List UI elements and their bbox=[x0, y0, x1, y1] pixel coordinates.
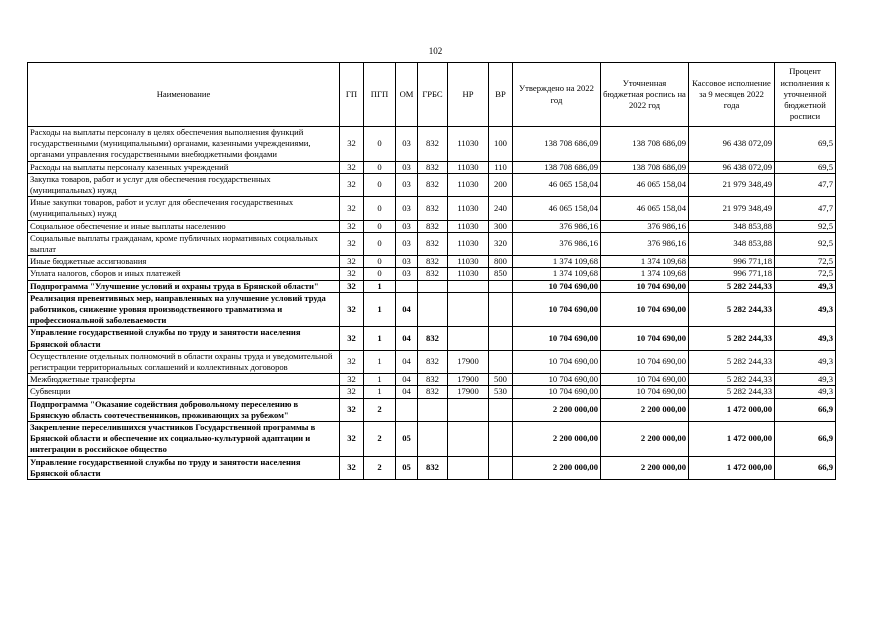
row-cash: 1 472 000,00 bbox=[689, 398, 775, 421]
row-percent: 72,5 bbox=[775, 268, 836, 280]
row-percent: 49,3 bbox=[775, 374, 836, 386]
row-grbs: 832 bbox=[418, 456, 448, 479]
row-percent: 69,5 bbox=[775, 127, 836, 162]
row-percent: 47,7 bbox=[775, 173, 836, 196]
row-nr: 17900 bbox=[448, 386, 489, 398]
table-row bbox=[28, 127, 836, 162]
row-refined: 2 200 000,00 bbox=[601, 456, 689, 479]
table-row bbox=[28, 386, 836, 398]
table-row bbox=[28, 256, 836, 268]
row-approved: 376 986,16 bbox=[513, 220, 601, 232]
table-row bbox=[28, 220, 836, 232]
row-approved: 10 704 690,00 bbox=[513, 292, 601, 327]
row-gp: 32 bbox=[340, 374, 364, 386]
row-pgp: 0 bbox=[364, 256, 396, 268]
row-vr bbox=[489, 327, 513, 350]
row-nr: 11030 bbox=[448, 173, 489, 196]
row-vr bbox=[489, 292, 513, 327]
row-refined: 2 200 000,00 bbox=[601, 422, 689, 457]
row-refined: 1 374 109,68 bbox=[601, 256, 689, 268]
row-gp: 32 bbox=[340, 197, 364, 220]
row-nr bbox=[448, 280, 489, 292]
row-cash: 996 771,18 bbox=[689, 256, 775, 268]
row-grbs bbox=[418, 280, 448, 292]
row-nr: 11030 bbox=[448, 220, 489, 232]
row-approved: 2 200 000,00 bbox=[513, 456, 601, 479]
row-pgp: 0 bbox=[364, 220, 396, 232]
row-vr: 110 bbox=[489, 161, 513, 173]
row-vr bbox=[489, 350, 513, 373]
row-name: Иные закупки товаров, работ и услуг для обеспечения государственных (муниципальных) нужд bbox=[28, 197, 340, 220]
row-gp: 32 bbox=[340, 280, 364, 292]
column-header: Уточненная бюджетная роспись на 2022 год bbox=[601, 63, 689, 127]
row-approved: 1 374 109,68 bbox=[513, 268, 601, 280]
row-om: 03 bbox=[396, 161, 418, 173]
table-body bbox=[28, 127, 836, 480]
row-refined: 10 704 690,00 bbox=[601, 350, 689, 373]
row-pgp: 1 bbox=[364, 280, 396, 292]
row-gp: 32 bbox=[340, 386, 364, 398]
row-grbs: 832 bbox=[418, 127, 448, 162]
row-refined: 376 986,16 bbox=[601, 232, 689, 255]
row-name: Управление государственной службы по труду и занятости населения Брянской области bbox=[28, 456, 340, 479]
row-name: Межбюджетные трансферты bbox=[28, 374, 340, 386]
row-name: Осуществление отдельных полномочий в области охраны труда и уведомительной регистрации территориальных соглашений и коллективных договоров bbox=[28, 350, 340, 373]
row-vr bbox=[489, 398, 513, 421]
row-om: 03 bbox=[396, 268, 418, 280]
row-refined: 46 065 158,04 bbox=[601, 197, 689, 220]
column-header: ВР bbox=[489, 63, 513, 127]
row-om: 04 bbox=[396, 292, 418, 327]
row-nr: 11030 bbox=[448, 127, 489, 162]
column-header: Наименование bbox=[28, 63, 340, 127]
row-percent: 69,5 bbox=[775, 161, 836, 173]
table-row bbox=[28, 422, 836, 457]
row-percent: 92,5 bbox=[775, 232, 836, 255]
table-row bbox=[28, 350, 836, 373]
row-grbs: 832 bbox=[418, 220, 448, 232]
table-row bbox=[28, 161, 836, 173]
row-percent: 47,7 bbox=[775, 197, 836, 220]
row-nr bbox=[448, 398, 489, 421]
row-om: 05 bbox=[396, 422, 418, 457]
table-row bbox=[28, 292, 836, 327]
row-cash: 21 979 348,49 bbox=[689, 173, 775, 196]
row-approved: 2 200 000,00 bbox=[513, 398, 601, 421]
row-nr: 17900 bbox=[448, 374, 489, 386]
table-row bbox=[28, 456, 836, 479]
table-row bbox=[28, 280, 836, 292]
row-cash: 1 472 000,00 bbox=[689, 456, 775, 479]
row-om: 04 bbox=[396, 327, 418, 350]
row-cash: 5 282 244,33 bbox=[689, 327, 775, 350]
row-pgp: 0 bbox=[364, 173, 396, 196]
row-pgp: 2 bbox=[364, 422, 396, 457]
row-cash: 348 853,88 bbox=[689, 232, 775, 255]
column-header: ГП bbox=[340, 63, 364, 127]
row-grbs: 832 bbox=[418, 350, 448, 373]
column-header: Утверждено на 2022 год bbox=[513, 63, 601, 127]
row-grbs: 832 bbox=[418, 197, 448, 220]
row-nr bbox=[448, 327, 489, 350]
row-pgp: 0 bbox=[364, 232, 396, 255]
row-grbs bbox=[418, 422, 448, 457]
row-approved: 2 200 000,00 bbox=[513, 422, 601, 457]
table-row bbox=[28, 173, 836, 196]
row-cash: 5 282 244,33 bbox=[689, 386, 775, 398]
row-pgp: 1 bbox=[364, 327, 396, 350]
row-refined: 10 704 690,00 bbox=[601, 386, 689, 398]
row-grbs: 832 bbox=[418, 161, 448, 173]
row-grbs bbox=[418, 398, 448, 421]
row-name: Управление государственной службы по труду и занятости населения Брянской области bbox=[28, 327, 340, 350]
row-om bbox=[396, 398, 418, 421]
row-om: 05 bbox=[396, 456, 418, 479]
row-percent: 72,5 bbox=[775, 256, 836, 268]
row-name: Субвенции bbox=[28, 386, 340, 398]
column-header: Процент исполнения к уточненной бюджетной росписи bbox=[775, 63, 836, 127]
row-vr: 320 bbox=[489, 232, 513, 255]
row-gp: 32 bbox=[340, 292, 364, 327]
row-approved: 10 704 690,00 bbox=[513, 327, 601, 350]
column-header: ГРБС bbox=[418, 63, 448, 127]
row-om: 03 bbox=[396, 127, 418, 162]
row-approved: 10 704 690,00 bbox=[513, 374, 601, 386]
row-om: 03 bbox=[396, 173, 418, 196]
row-gp: 32 bbox=[340, 232, 364, 255]
table-row bbox=[28, 374, 836, 386]
column-header: ПГП bbox=[364, 63, 396, 127]
row-approved: 10 704 690,00 bbox=[513, 350, 601, 373]
row-gp: 32 bbox=[340, 220, 364, 232]
row-nr bbox=[448, 422, 489, 457]
row-name: Социальное обеспечение и иные выплаты населению bbox=[28, 220, 340, 232]
row-name: Закупка товаров, работ и услуг для обеспечения государственных (муниципальных) нужд bbox=[28, 173, 340, 196]
row-om bbox=[396, 280, 418, 292]
row-vr: 800 bbox=[489, 256, 513, 268]
row-cash: 5 282 244,33 bbox=[689, 374, 775, 386]
row-pgp: 2 bbox=[364, 456, 396, 479]
table-row bbox=[28, 398, 836, 421]
row-gp: 32 bbox=[340, 256, 364, 268]
row-approved: 46 065 158,04 bbox=[513, 197, 601, 220]
row-approved: 10 704 690,00 bbox=[513, 280, 601, 292]
row-vr bbox=[489, 456, 513, 479]
row-approved: 10 704 690,00 bbox=[513, 386, 601, 398]
row-grbs: 832 bbox=[418, 232, 448, 255]
row-name: Реализация превентивных мер, направленных на улучшение условий труда работников, снижение уровня производственного травматизма и профессиональной заболеваемости bbox=[28, 292, 340, 327]
row-name: Иные бюджетные ассигнования bbox=[28, 256, 340, 268]
row-refined: 376 986,16 bbox=[601, 220, 689, 232]
table-row bbox=[28, 232, 836, 255]
row-cash: 348 853,88 bbox=[689, 220, 775, 232]
row-gp: 32 bbox=[340, 422, 364, 457]
row-pgp: 1 bbox=[364, 374, 396, 386]
row-om: 03 bbox=[396, 197, 418, 220]
row-grbs: 832 bbox=[418, 256, 448, 268]
row-pgp: 1 bbox=[364, 350, 396, 373]
row-gp: 32 bbox=[340, 127, 364, 162]
row-grbs: 832 bbox=[418, 374, 448, 386]
row-gp: 32 bbox=[340, 327, 364, 350]
row-pgp: 1 bbox=[364, 386, 396, 398]
row-cash: 5 282 244,33 bbox=[689, 280, 775, 292]
row-approved: 1 374 109,68 bbox=[513, 256, 601, 268]
row-pgp: 0 bbox=[364, 197, 396, 220]
row-pgp: 0 bbox=[364, 127, 396, 162]
row-grbs: 832 bbox=[418, 327, 448, 350]
row-percent: 66,9 bbox=[775, 422, 836, 457]
row-gp: 32 bbox=[340, 173, 364, 196]
row-vr: 530 bbox=[489, 386, 513, 398]
row-nr: 11030 bbox=[448, 232, 489, 255]
row-percent: 49,3 bbox=[775, 350, 836, 373]
row-om: 04 bbox=[396, 374, 418, 386]
row-percent: 49,3 bbox=[775, 327, 836, 350]
row-percent: 49,3 bbox=[775, 280, 836, 292]
row-pgp: 0 bbox=[364, 161, 396, 173]
row-grbs bbox=[418, 292, 448, 327]
row-percent: 66,9 bbox=[775, 398, 836, 421]
row-name: Подпрограмма "Оказание содействия добровольному переселению в Брянскую область соотечественников, проживающих за рубежом" bbox=[28, 398, 340, 421]
row-refined: 10 704 690,00 bbox=[601, 292, 689, 327]
row-gp: 32 bbox=[340, 350, 364, 373]
row-name: Расходы на выплаты персоналу в целях обеспечения выполнения функций государственными (муниципальными) органами, казенными учреждениями, органами управления государственными внебюджетными фондами bbox=[28, 127, 340, 162]
row-cash: 96 438 072,09 bbox=[689, 127, 775, 162]
budget-table bbox=[27, 62, 836, 480]
row-refined: 10 704 690,00 bbox=[601, 374, 689, 386]
row-nr: 11030 bbox=[448, 197, 489, 220]
row-vr bbox=[489, 422, 513, 457]
row-gp: 32 bbox=[340, 398, 364, 421]
row-vr: 850 bbox=[489, 268, 513, 280]
row-grbs: 832 bbox=[418, 173, 448, 196]
row-percent: 66,9 bbox=[775, 456, 836, 479]
row-om: 03 bbox=[396, 232, 418, 255]
row-name: Закрепление переселившихся участников Государственной программы в Брянской области и обеспечение их социально-культурной адаптации и интеграции в российское общество bbox=[28, 422, 340, 457]
row-approved: 46 065 158,04 bbox=[513, 173, 601, 196]
row-name: Расходы на выплаты персоналу казенных учреждений bbox=[28, 161, 340, 173]
row-cash: 1 472 000,00 bbox=[689, 422, 775, 457]
row-vr: 100 bbox=[489, 127, 513, 162]
row-vr: 240 bbox=[489, 197, 513, 220]
page-number: 102 bbox=[428, 46, 443, 56]
row-refined: 138 708 686,09 bbox=[601, 127, 689, 162]
row-om: 03 bbox=[396, 256, 418, 268]
row-refined: 138 708 686,09 bbox=[601, 161, 689, 173]
column-header: НР bbox=[448, 63, 489, 127]
row-pgp: 1 bbox=[364, 292, 396, 327]
column-header: Кассовое исполнение за 9 месяцев 2022 года bbox=[689, 63, 775, 127]
row-pgp: 2 bbox=[364, 398, 396, 421]
table-row bbox=[28, 327, 836, 350]
row-percent: 49,3 bbox=[775, 386, 836, 398]
table-row bbox=[28, 268, 836, 280]
row-nr: 11030 bbox=[448, 268, 489, 280]
row-percent: 49,3 bbox=[775, 292, 836, 327]
row-refined: 46 065 158,04 bbox=[601, 173, 689, 196]
row-gp: 32 bbox=[340, 161, 364, 173]
table-row bbox=[28, 197, 836, 220]
row-cash: 21 979 348,49 bbox=[689, 197, 775, 220]
row-om: 03 bbox=[396, 220, 418, 232]
row-cash: 96 438 072,09 bbox=[689, 161, 775, 173]
row-grbs: 832 bbox=[418, 268, 448, 280]
row-om: 04 bbox=[396, 350, 418, 373]
row-vr: 200 bbox=[489, 173, 513, 196]
row-refined: 10 704 690,00 bbox=[601, 327, 689, 350]
row-pgp: 0 bbox=[364, 268, 396, 280]
row-gp: 32 bbox=[340, 456, 364, 479]
row-approved: 138 708 686,09 bbox=[513, 127, 601, 162]
row-grbs: 832 bbox=[418, 386, 448, 398]
row-vr: 500 bbox=[489, 374, 513, 386]
row-om: 04 bbox=[396, 386, 418, 398]
row-refined: 10 704 690,00 bbox=[601, 280, 689, 292]
row-approved: 138 708 686,09 bbox=[513, 161, 601, 173]
row-nr: 17900 bbox=[448, 350, 489, 373]
row-nr bbox=[448, 456, 489, 479]
row-gp: 32 bbox=[340, 268, 364, 280]
row-nr: 11030 bbox=[448, 256, 489, 268]
row-nr bbox=[448, 292, 489, 327]
table-header-row bbox=[28, 63, 836, 127]
row-vr: 300 bbox=[489, 220, 513, 232]
row-name: Уплата налогов, сборов и иных платежей bbox=[28, 268, 340, 280]
row-refined: 1 374 109,68 bbox=[601, 268, 689, 280]
column-header: ОМ bbox=[396, 63, 418, 127]
row-cash: 996 771,18 bbox=[689, 268, 775, 280]
row-name: Подпрограмма "Улучшение условий и охраны труда в Брянской области" bbox=[28, 280, 340, 292]
row-name: Социальные выплаты гражданам, кроме публичных нормативных социальных выплат bbox=[28, 232, 340, 255]
row-cash: 5 282 244,33 bbox=[689, 292, 775, 327]
row-cash: 5 282 244,33 bbox=[689, 350, 775, 373]
row-approved: 376 986,16 bbox=[513, 232, 601, 255]
row-refined: 2 200 000,00 bbox=[601, 398, 689, 421]
row-vr bbox=[489, 280, 513, 292]
row-percent: 92,5 bbox=[775, 220, 836, 232]
row-nr: 11030 bbox=[448, 161, 489, 173]
